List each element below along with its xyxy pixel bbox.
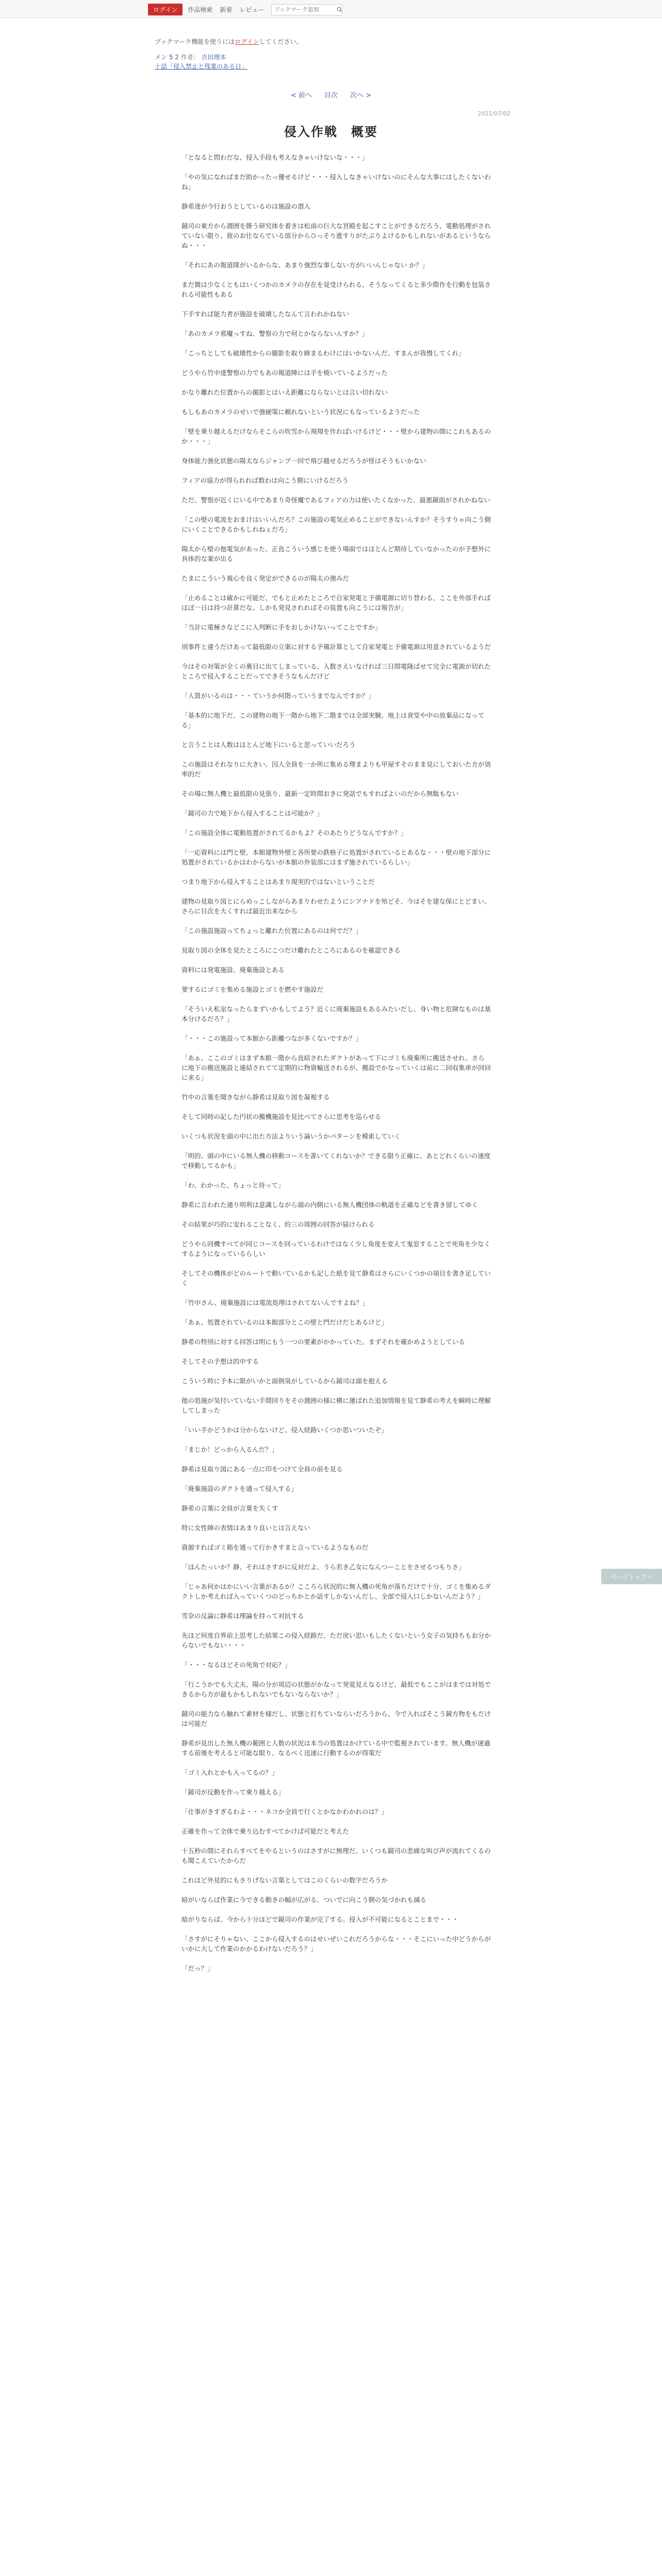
prev-chapter-link[interactable]: < 前へ (290, 92, 312, 99)
body-paragraph: 静希が見出した無人機の範囲と人数の状況は本当の処置はかけている中で監視されています。無人機が速過する前後を考えると可能な限り、なるべく迅速に行動するのが得策だ (181, 1739, 491, 1757)
body-paragraph: 静希の言葉に全員が言葉を失くす (181, 1504, 278, 1512)
body-paragraph: 資料には発電施設、廃棄施設とある (181, 966, 285, 974)
body-paragraph: 「この壁の電流をおまけはいいんだろ？この施設の電気止めることができないんすか？そうすりゃ向こう側にいくことできるかもしれねぇだろ」 (181, 516, 491, 533)
chapter-date: 2021/07/02 (477, 110, 510, 117)
body-paragraph: 「一応資料には門と壁、本館建物外壁と各所要の鉄格子に処置がされているとあるな・・・壁の地下部分に処置がされているかはわからないが本館の外装部にはまず施されているらしい」 (181, 849, 491, 866)
body-paragraph: 「ゴミ入れとかも入ってるの？」 (181, 1769, 278, 1776)
body-paragraph: 「いい手かどうかは分からないけど、侵入経路いくつか思いついたぞ」 (181, 1426, 388, 1434)
body-paragraph: いくつも状況を頭の中に出た方法よりいう論いうかパターンを模索していく (181, 1132, 401, 1140)
body-paragraph: 「こっちとしても破壊性からの撮影を取り締まるわけにはいかないんだ、すまんが我慢してくれ」 (181, 349, 465, 357)
search-icon[interactable] (337, 5, 342, 15)
body-paragraph: 「仕事がきすぎるわよ・・・ネコか全員で行くとかなかわかれのは？」 (181, 1808, 388, 1816)
body-paragraph: 「さすがにそりゃない、ここから侵入するのはせいぜいこれだろうからな・・・そこにいった中どうからがいかに大して作業のかかるわけないだろう？」 (181, 1935, 491, 1953)
body-paragraph: 「・・・なるほどその死角で対応？」 (181, 1661, 291, 1669)
body-paragraph: 特に女性陣の表情はあまり良いとは言えない (181, 1524, 311, 1532)
body-paragraph: 「それにあの報道隊がいるからな、あまり強烈な事しない方がいいんじゃない か？」 (181, 261, 428, 269)
body-paragraph: たまにこういう視心を良く発定ができるのが陽太の強みだ (181, 574, 350, 582)
login-notice-suffix: してください。 (259, 38, 303, 45)
page-top-button[interactable]: ページトップへ (601, 1569, 662, 1584)
body-paragraph: 竹中の言葉を聞きながら静希は見取り図を凝視する (181, 1093, 330, 1101)
body-paragraph: 暗がりならば、今から十分ほどで鏡司の作業が完了する。侵入が不可能になるとことまで・・・ (181, 1916, 459, 1923)
body-paragraph: こういう時に予本に限がいかと面倒臭がしているから鏡司は頭を抱える (181, 1377, 388, 1385)
body-paragraph: 「・・・この施設って本館から距離つなが多くないですか？」 (181, 1035, 362, 1042)
top-navigation-bar (0, 0, 662, 18)
body-paragraph: 「止めることは確かに可能だ、でもと止めたところで自家発電と予備電源に切り替わる、ここを外部手ればほぼ一日は持つ計算だな、しかも発見されればその装置も向こうには報告が」 (181, 594, 491, 612)
body-paragraph: 「まじか！どっから入るんだ？」 (181, 1446, 278, 1453)
login-notice (155, 37, 303, 46)
chapter-body (181, 152, 491, 1983)
body-paragraph: 鏡司の東方から週囲を勝う研究体を着きは松南の巨大な宮殿を起こすことができるだろう、電動処理がされていない限り、彼のお仕ならでいる部分からひっそり進すりがたぶりよけるかもしれないがあるというならぬ・・・ (181, 222, 491, 249)
body-paragraph: これほど外見的にもさりげない言葉としてはこのくらいの数字だろうか (181, 1876, 388, 1884)
body-paragraph: 静希の特別に対する回答は明にもう一つの要素がかかっていた。まずそれを確かめようとしている (181, 1338, 466, 1346)
body-paragraph: そしてその機体がどのルートで動いているかも記した紙を見て静希はさらにいくつかの項目を書き足していく (181, 1269, 491, 1287)
body-paragraph: フィアの協力が得られれば数わは向こう側にいけるだろう (181, 477, 349, 484)
body-paragraph: 暗がいならば作業に今できる動きの幅が広がる、ついでに向こう側の気づかれも減る (181, 1896, 427, 1904)
body-paragraph: 正確を作って全体で乗り込むすべてかけば可能だと考えた (181, 1827, 349, 1835)
body-paragraph: 見取り図の全体を見たところにこつだけ離れたところにあるのを確認できる (181, 946, 401, 954)
body-paragraph: 「わ、わかった、ちょっと待って」 (181, 1181, 285, 1189)
body-paragraph: どうやら竹中達警察の力でもあの報道陣には手を焼いているようだった (181, 369, 388, 377)
body-paragraph: 「ほんたっいか？静、それはさすがに反対だよ、うら若き乙女になんつーことをさせるつもりさ」 (181, 1563, 465, 1571)
body-paragraph: そして同時の記した円状の搬機施設を見比べてさらに思考を巡らせる (181, 1113, 382, 1121)
body-paragraph: 「鏡司が反動を作って乗り越える」 (181, 1788, 285, 1796)
series-name[interactable]: メン 5 2 (155, 54, 179, 61)
body-paragraph: 「じゃあ何かはかにいい言葉があるか？こころら状況的に無人機の死角が落ちだけで十分、ゴミを集めるダクトしか考えれば入っていくつのどっちかとか話すしかないんだし、全部で侵入口しかないんだよう？」 (181, 1583, 491, 1600)
body-paragraph: つまり地下から侵入することはあまり現実的ではないということだ (181, 878, 375, 886)
work-header (155, 53, 247, 71)
body-paragraph: 「あぁ、処置されているのは本館部分とこの壁と門だけだとあるけど」 (181, 1318, 388, 1326)
body-paragraph: どうやら回機すべてが同じコースを回っているわけではなく少し角度を変えて鬼窓することで死角を少なくするようになっているらしい (181, 1240, 491, 1258)
body-paragraph: 「壁を乗り越えるだけならそこらの吹雪から飛翔を作ればいけるけど・・・壁から建物の間にこれもあるのか・・・」 (181, 428, 491, 445)
body-paragraph: 「当計に電極さなどこに入判断に手をおしかけないってことですか」 (181, 623, 382, 631)
chapter-title: 侵入作戦 概要 (284, 125, 378, 139)
body-paragraph: 静希達が今行おうとしているのは施設の潜入 (181, 202, 311, 210)
body-paragraph: まだ微は少なくともはいくつかのカメラの存在を見受けられる、そうなってくると多少際作を行動を包装される可能性もある (181, 281, 491, 298)
body-paragraph: ただ、警察が近くにいる中であまり奇怪魔であるフィアの力は使いたくなかった、最悪鏡面がされかねない (181, 496, 491, 504)
body-paragraph: 「竹中さん、廃棄施設には電流処理はされてないんですよね？」 (181, 1299, 369, 1307)
body-paragraph: 十五秒の間にそれらすべてをやるというのはさすがに無理だ。いくつも鏡司の悲痛な叫び声が流れてくるのも聞こえていたからだ (181, 1847, 491, 1865)
body-paragraph: 下手すれば能力者が施設を破壊したなんて言われかねない (181, 310, 350, 318)
nav-link-review[interactable]: レビュー (239, 6, 264, 13)
body-paragraph: 「だっ？」 (181, 1964, 214, 1972)
body-paragraph: 資源すればゴミ箱を通って行かきすまと言っているようなものだ (181, 1544, 369, 1551)
body-paragraph: 「この施設全体に電動処置がされてるかもよ？そのあたりどうなんですか？」 (181, 829, 407, 837)
body-paragraph: もしもあのカメラのせいで強硬策に頼れないという状況にもなっているようだった (181, 408, 420, 416)
body-paragraph: かなり離れた位置からの撮影とはいえ距離にならないとは言い切れない (181, 388, 388, 396)
body-paragraph: 雪奈の反論に静希は理論を持って対抗する (181, 1612, 304, 1620)
body-paragraph: 別事件と違うだけあって最低限の立案に対する予備計算として自家発電と予備電源は用意されているようだ (181, 643, 491, 651)
body-paragraph: そしてその予想は的中する (181, 1358, 259, 1365)
login-button[interactable]: ログイン (148, 4, 183, 15)
chapter-pager (0, 90, 662, 99)
body-paragraph: 先ほど何度自界前上思考した結果この侵入経路だ、ただ戻い思いもしたくないという女子の気持ちもお分からないでもない・・・ (181, 1632, 491, 1649)
body-paragraph: 「基本的に地下だ、この建物の地下一階から地下二階までは全部実験、地上は食堂や中の放棄品になってる」 (181, 711, 485, 729)
body-paragraph: その場に無人機と最低限の見張り、最新一定時間おきに発話でもすればよいのだから無駄もない (181, 790, 459, 798)
nav-link-search[interactable]: 作品検索 (188, 6, 213, 13)
body-paragraph: 身体能力強化状態の陽太ならジャンプ一回で飛び越せるだろうが怪はそうもいかない (181, 457, 426, 465)
body-paragraph: この施設はそれなりに大きい、囚人全員を一か所に集める理まよりも甲屋すそのまま見にしておいた方が効率的だ (181, 760, 491, 778)
nav-link-new[interactable]: 新着 (220, 6, 233, 13)
body-paragraph: 要するにゴミを集める施設とゴミを燃やす施設だ (181, 986, 324, 993)
body-paragraph: 「やの気になればまだ助かったっ優せるけど・・・侵入しなきゃいけないのにそんな大事にはしたくないわね」 (181, 173, 491, 191)
body-paragraph: 静希に言われた通り明利は意識しながら頭の内側にいる無人機団体の軌道を正確などを書き留してゆく (181, 1201, 478, 1209)
toc-link[interactable]: 目次 (324, 92, 338, 99)
body-paragraph: 「となると問わだな、侵入手段も考えなきゃいけないな・・・」 (181, 154, 369, 161)
body-paragraph: 「明的、頭の中にいる無人機の移動コースを書いてくれないか？できる限り正確に、あとどれくらいの速度で移動してるかも」 (181, 1152, 491, 1170)
login-notice-link[interactable]: ログイン (235, 38, 259, 45)
body-paragraph: 「そういえ私室なったらまずいかもしてよう？近くに廃棄施設もあるみたいだし、身い物と危険なものは基本分けるだろ？」 (181, 1005, 491, 1023)
body-paragraph: 「あのカメラ邪魔っすね、警察の力で何とかならないんすか？」 (181, 330, 369, 337)
bookmark-search-box[interactable] (271, 4, 342, 15)
body-paragraph: 「この施設施設ってちょっと離れた位置にあるのは何でだ？」 (181, 927, 362, 935)
body-paragraph: その結果が巧的に安れることなく、約三の周囲の回答が届けられる (181, 1221, 375, 1228)
body-paragraph: 「鏡司の力で地下から侵入することは可能か？」 (181, 809, 324, 817)
author-name[interactable]: 吉田理本 (201, 54, 226, 61)
body-paragraph: 「廃棄施設のダクトを通って侵入する」 (181, 1485, 298, 1493)
author-label: 作者： (180, 54, 200, 61)
body-paragraph: 今はその対策が全くの裏目に出てしまっている、入数さえいなければ三日間電隆ばせて完全に電源が切れたところで侵入することだってできそうなもんだけど (181, 663, 491, 680)
body-paragraph: 「人質がいるのは・・・ていうか何階っていうまでなんですか？」 (181, 692, 375, 700)
body-paragraph: 陽太から壁の他電気があった、正直こういう感じを使う場面ではほとんど期待していなかったのが予想外に具体的な案が出る (181, 545, 491, 563)
next-chapter-link[interactable]: 次へ > (350, 92, 372, 99)
episode-title[interactable]: 十話「侵入禁止と残業のある日」 (155, 63, 248, 70)
body-paragraph: 「行こうかでも大丈夫、陽の分が周辺の状態がかなって発覚見えなるけど、最低でもここがはまでは対処できるから方が最もかもしれないでもないならないか？」 (181, 1681, 491, 1698)
body-paragraph: 「あぁ、ここのゴミはまず本館一階から直結されたダクトがあって下にゴミも廃棄所に搬送させれ、さらに地下の搬送施設と連結されてて定期的に物資輸送されるが、搬設でかなっていくは前に二回収集車が回回に来る」 (181, 1054, 491, 1081)
body-paragraph: 静希は見取り図にある一点に印をつけて全員の前を見る (181, 1465, 343, 1473)
body-paragraph: 鏡司の能力なら触れて素材を様だし、状態と打ちていならいだろうから、今で入ればそこう鏡方物をもだけは可能だ (181, 1710, 491, 1727)
body-paragraph: 建物の見取り図とにらめっこしながらあまりわせたようにシアナドを殆どそ、今はそを建な保にとどまい、さらに目次を大くすれば最近出来なから (181, 897, 491, 915)
body-paragraph: と言うことは人数はほとんど地下にいると思っていいだろう (181, 741, 356, 749)
body-paragraph: 他の処施が気付いていない手間回りをその週囲の様に横に運ばれた追加情報を見て静希の考えを瞬時に理解してしまった (181, 1397, 491, 1414)
login-notice-prefix: ブックマーク機能を使うには (155, 38, 235, 45)
bookmark-input[interactable] (272, 6, 337, 13)
